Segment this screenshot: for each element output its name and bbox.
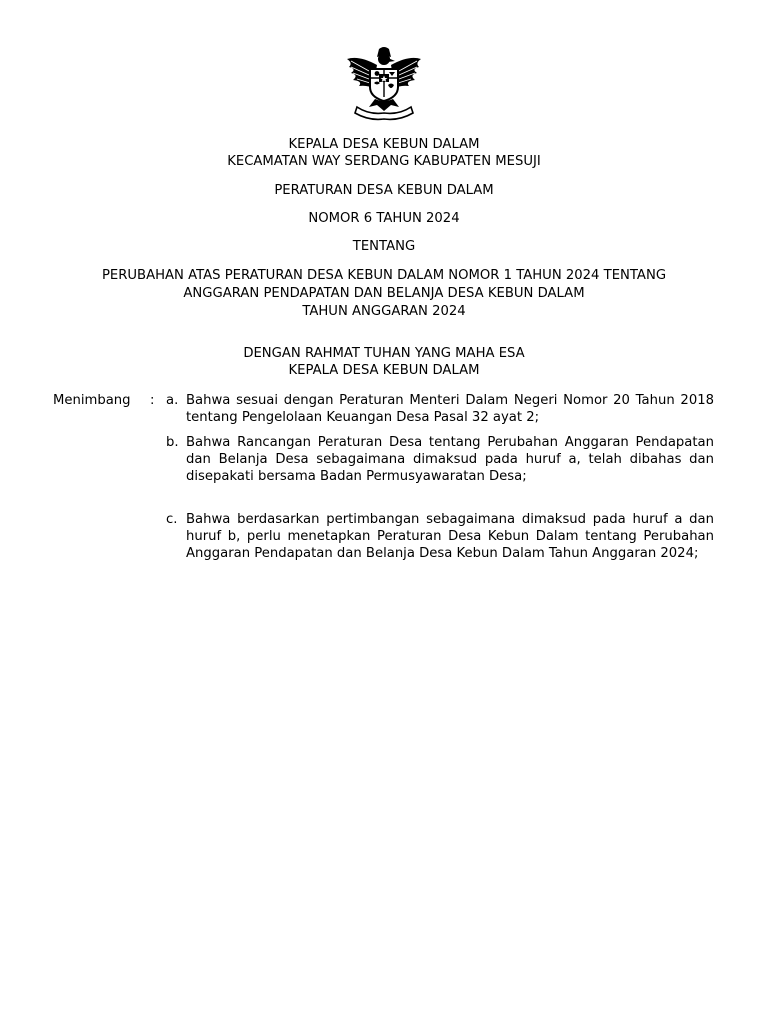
consideration-text: Bahwa Rancangan Peraturan Desa tentang Perubahan Anggaran Pendapatan dan Belanja Desa sebagaimana dimaksud pada huruf a, telah dibahas dan disepakati bersama Badan Permusyawaratan Desa; xyxy=(186,435,714,484)
regulation-number: NOMOR 6 TAHUN 2024 xyxy=(308,211,460,226)
regulation-about: TENTANG xyxy=(352,239,416,254)
menimbang-label: Menimbang xyxy=(53,393,131,408)
regulation-title: PERATURAN DESA KEBUN DALAM xyxy=(274,183,494,198)
issuer-title: KEPALA DESA KEBUN DALAM xyxy=(288,137,480,152)
consideration-text: Bahwa berdasarkan pertimbangan sebagaimana dimaksud pada huruf a dan huruf b, perlu menetapkan Peraturan Desa Kebun Dalam tentang Perubahan Anggaran Pendapatan dan Belanja Desa Kebun Dalam Tahun Anggaran 2024; xyxy=(186,512,714,561)
regulation-subject-line1: PERUBAHAN ATAS PERATURAN DESA KEBUN DALAM NOMOR 1 TAHUN 2024 TENTANG xyxy=(101,268,667,283)
regulation-subject-line3: TAHUN ANGGARAN 2024 xyxy=(302,304,466,319)
preamble-line2: KEPALA DESA KEBUN DALAM xyxy=(288,363,480,378)
garuda-emblem-icon xyxy=(339,45,429,121)
issuer-subtitle: KECAMATAN WAY SERDANG KABUPATEN MESUJI xyxy=(227,154,541,169)
consideration-letter: c. xyxy=(166,512,178,527)
preamble-line1: DENGAN RAHMAT TUHAN YANG MAHA ESA xyxy=(243,346,525,361)
consideration-letter: a. xyxy=(166,393,179,408)
regulation-subject-line2: ANGGARAN PENDAPATAN DAN BELANJA DESA KEBUN DALAM xyxy=(183,286,585,301)
consideration-letter: b. xyxy=(166,435,179,450)
menimbang-colon: : xyxy=(150,393,155,408)
consideration-text: Bahwa sesuai dengan Peraturan Menteri Dalam Negeri Nomor 20 Tahun 2018 tentang Pengelolaan Keuangan Desa Pasal 32 ayat 2; xyxy=(186,393,714,425)
